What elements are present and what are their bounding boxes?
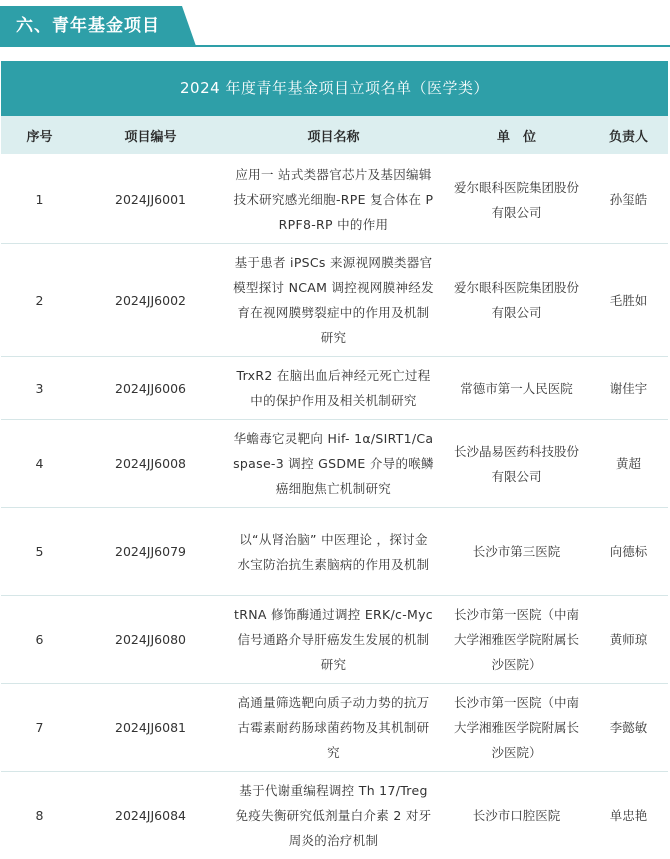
cell-leader: 李懿敏: [589, 684, 668, 772]
table-row: [1, 244, 668, 357]
header-code: 项目编号: [78, 116, 223, 155]
table-row: [1, 772, 668, 859]
cell-unit: 常德市第一人民医院: [444, 357, 589, 420]
cell-leader: 向德标: [589, 508, 668, 596]
cell-no: 5: [1, 508, 78, 596]
cell-no: 3: [1, 357, 78, 420]
cell-code: 2024JJ6008: [78, 420, 223, 508]
cell-no: 7: [1, 684, 78, 772]
header-unit: 单 位: [444, 116, 589, 155]
cell-unit: 长沙晶易医药科技股份有限公司: [444, 420, 589, 508]
table-row: [1, 420, 668, 508]
table-title: 2024 年度青年基金项目立项名单（医学类）: [1, 61, 668, 116]
cell-code: 2024JJ6079: [78, 508, 223, 596]
cell-leader: 黄师琼: [589, 596, 668, 684]
table-row: [1, 155, 668, 244]
cell-name: 基于患者 iPSCs 来源视网膜类器官模型探讨 NCAM 调控视网膜神经发育在视网膜劈裂症中的作用及机制研究: [223, 244, 444, 357]
section-header: [0, 0, 670, 48]
cell-name: 基于代谢重编程调控 Th 17/Treg 免疫失衡研究低剂量白介素 2 对牙周炎的治疗机制: [223, 772, 444, 859]
section-divider: [0, 45, 670, 47]
cell-no: 2: [1, 244, 78, 357]
cell-name: tRNA 修饰酶通过调控 ERK/c-Myc 信号通路介导肝癌发生发展的机制研究: [223, 596, 444, 684]
cell-leader: 孙玺皓: [589, 155, 668, 244]
header-leader: 负责人: [589, 116, 668, 155]
project-table-container: [1, 61, 668, 859]
cell-code: 2024JJ6006: [78, 357, 223, 420]
cell-unit: 长沙市第三医院: [444, 508, 589, 596]
cell-name: 应用一 站式类器官芯片及基因编辑技术研究感光细胞-RPE 复合体在 PRPF8-RP 中的作用: [223, 155, 444, 244]
table-row: [1, 357, 668, 420]
cell-unit: 爱尔眼科医院集团股份有限公司: [444, 244, 589, 357]
table-row: [1, 684, 668, 772]
table-row: [1, 596, 668, 684]
header-no: 序号: [1, 116, 78, 155]
project-table: [1, 116, 668, 859]
cell-unit: 爱尔眼科医院集团股份有限公司: [444, 155, 589, 244]
cell-code: 2024JJ6002: [78, 244, 223, 357]
cell-leader: 毛胜如: [589, 244, 668, 357]
section-title: 六、青年基金项目: [16, 6, 160, 46]
cell-unit: 长沙市口腔医院: [444, 772, 589, 859]
table-row: [1, 508, 668, 596]
cell-no: 8: [1, 772, 78, 859]
cell-no: 4: [1, 420, 78, 508]
cell-unit: 长沙市第一医院（中南大学湘雅医学院附属长沙医院）: [444, 684, 589, 772]
cell-name: 华蟾毒它灵靶向 Hif- 1α/SIRT1/Caspase-3 调控 GSDME 介导的喉鳞癌细胞焦亡机制研究: [223, 420, 444, 508]
cell-code: 2024JJ6084: [78, 772, 223, 859]
cell-name: 高通量筛选靶向质子动力势的抗万古霉素耐药肠球菌药物及其机制研究: [223, 684, 444, 772]
cell-code: 2024JJ6081: [78, 684, 223, 772]
header-name: 项目名称: [223, 116, 444, 155]
cell-name: TrxR2 在脑出血后神经元死亡过程中的保护作用及相关机制研究: [223, 357, 444, 420]
cell-leader: 单忠艳: [589, 772, 668, 859]
cell-name: 以“从肾治脑” 中医理论 ，探讨金水宝防治抗生素脑病的作用及机制: [223, 508, 444, 596]
cell-unit: 长沙市第一医院（中南大学湘雅医学院附属长沙医院）: [444, 596, 589, 684]
cell-leader: 谢佳宇: [589, 357, 668, 420]
cell-no: 1: [1, 155, 78, 244]
cell-code: 2024JJ6001: [78, 155, 223, 244]
cell-leader: 黄超: [589, 420, 668, 508]
cell-no: 6: [1, 596, 78, 684]
table-header-row: [1, 116, 668, 155]
cell-code: 2024JJ6080: [78, 596, 223, 684]
